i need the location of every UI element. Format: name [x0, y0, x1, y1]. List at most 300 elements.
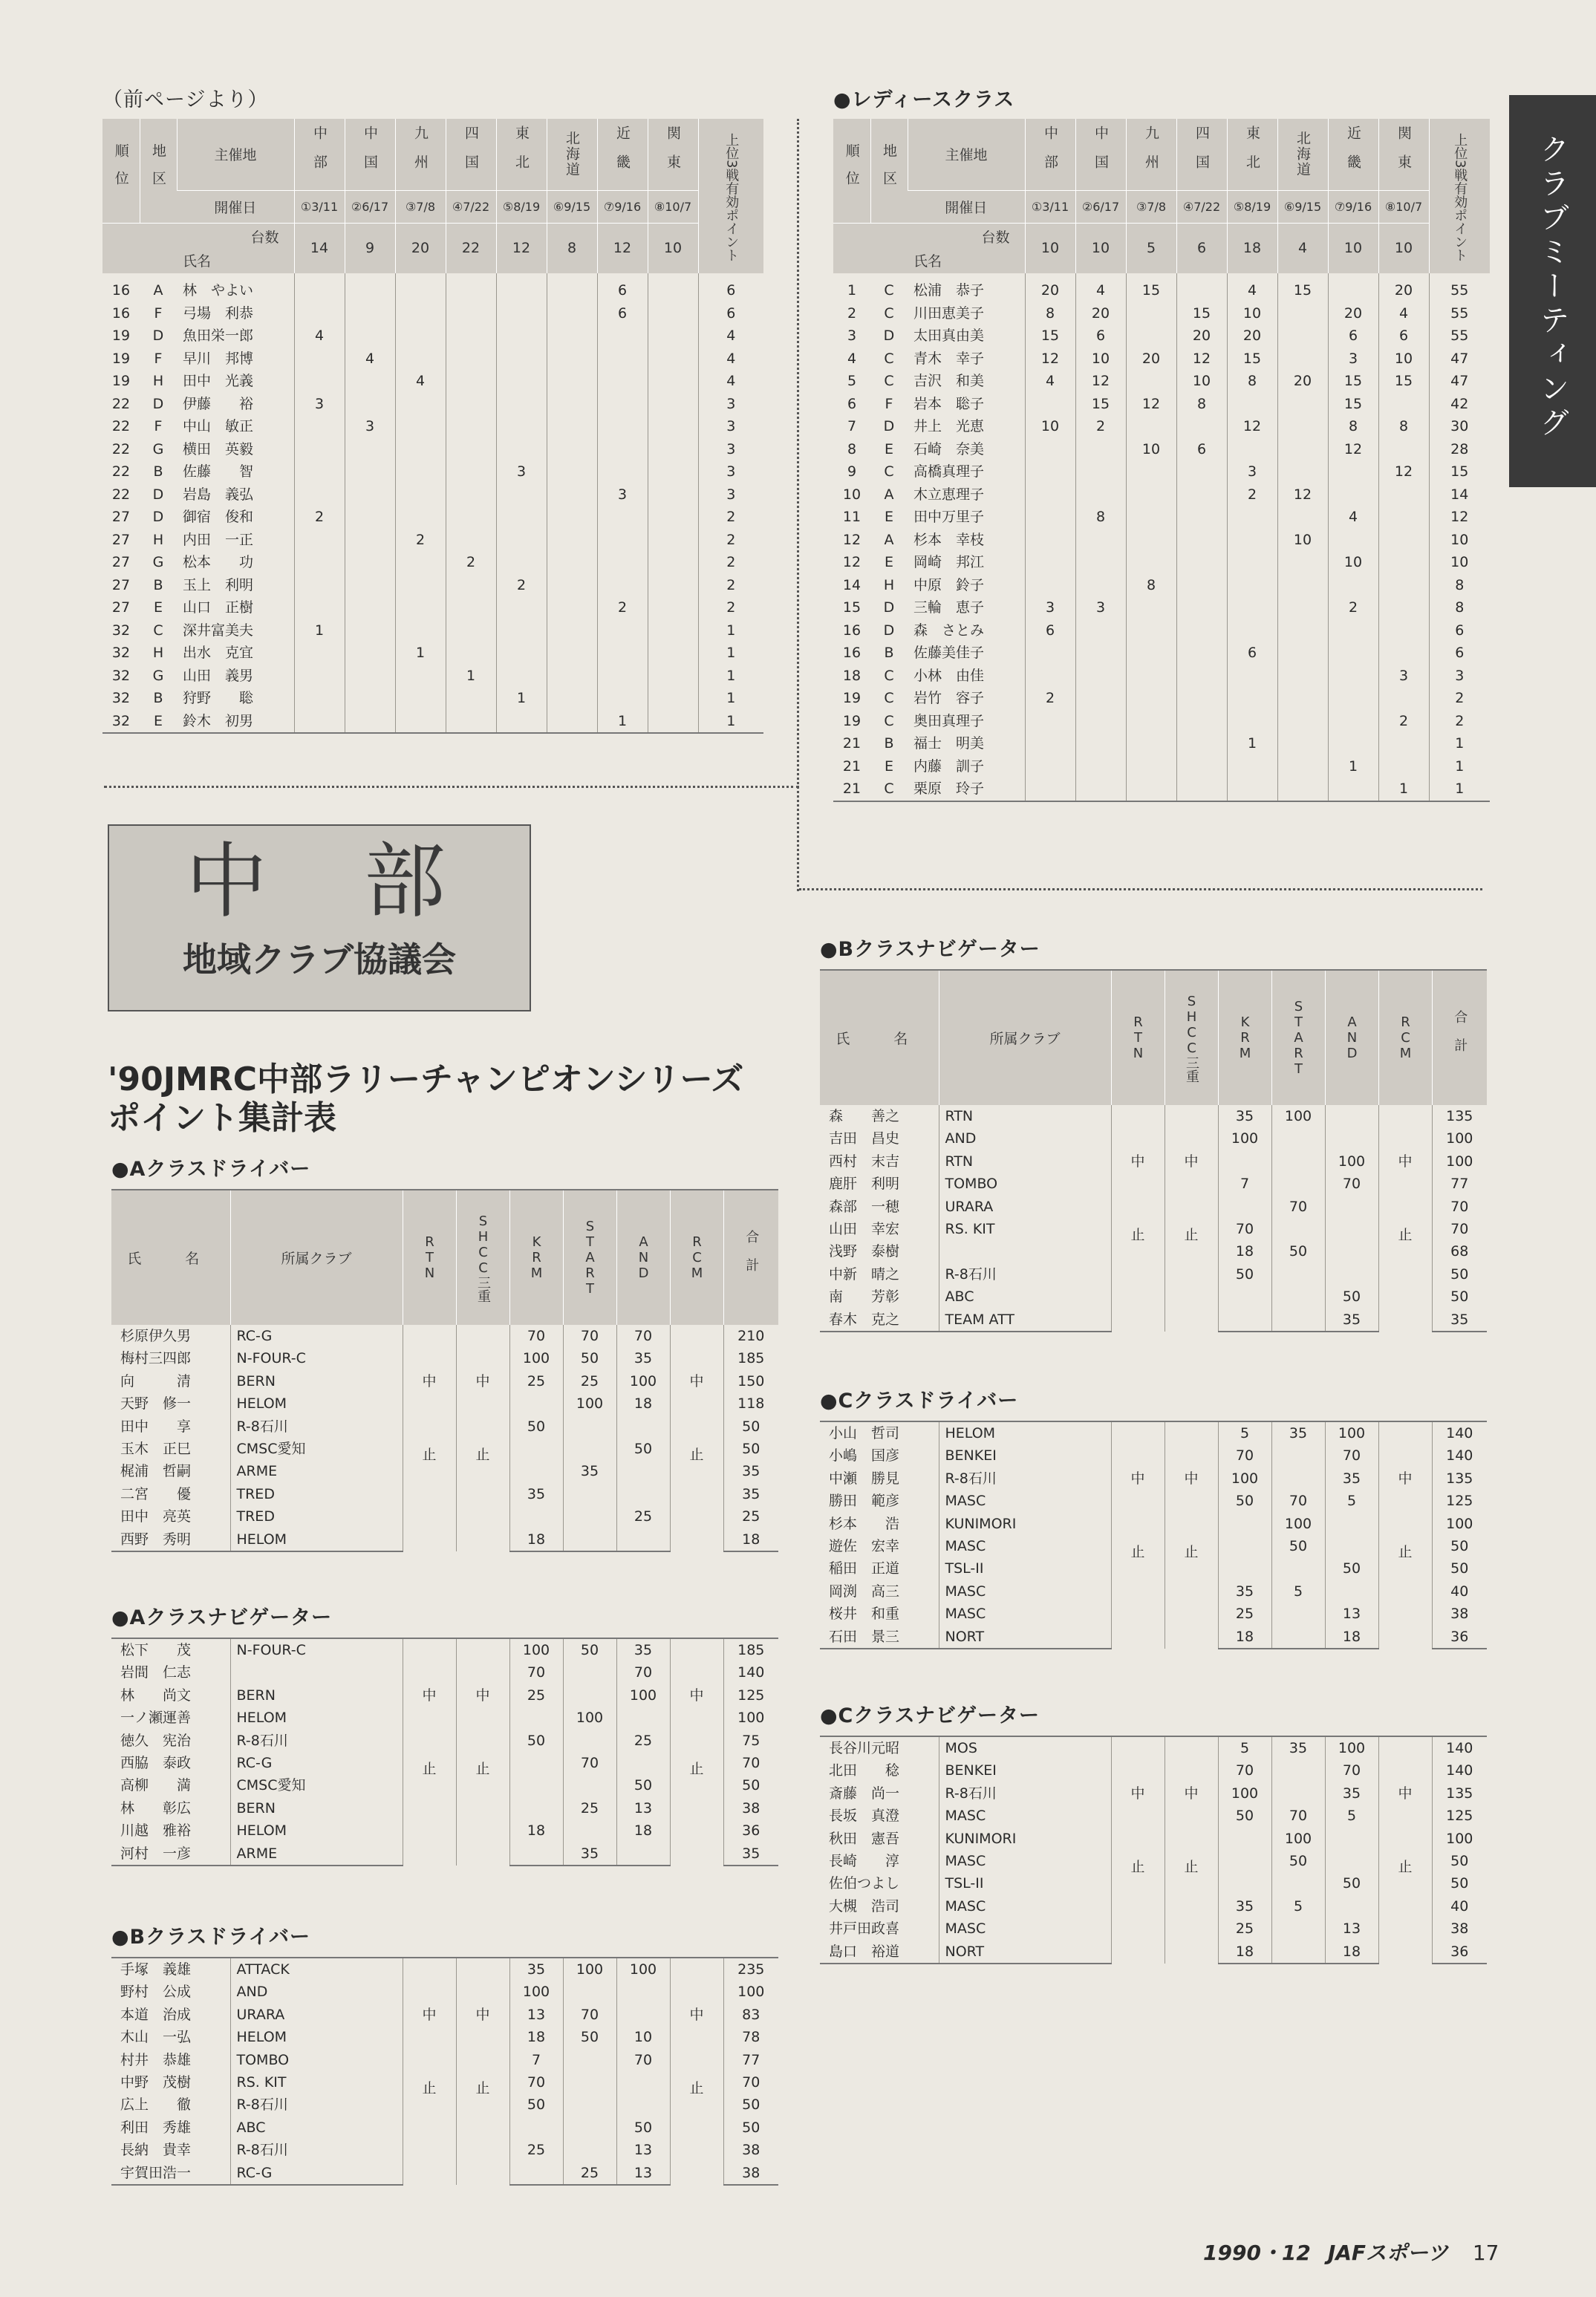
- points-cell: 70: [1325, 1759, 1378, 1782]
- points-cell: [1176, 732, 1227, 755]
- rank-cell: 7: [847, 418, 857, 434]
- points-cell: [509, 1707, 563, 1729]
- cars-header: 台数: [981, 229, 1010, 246]
- club-cell: TRED: [230, 1483, 403, 1505]
- area-cell: C: [884, 667, 894, 684]
- total-header: 合計: [743, 1229, 760, 1286]
- table-row: [102, 665, 763, 688]
- cancelled-top: 中: [422, 2006, 437, 2023]
- points-cell: 13: [616, 1797, 670, 1819]
- total-cell: 2: [698, 596, 763, 619]
- b-driver-title: ●Bクラスドライバー: [111, 1926, 310, 1949]
- name-cell: 桜井 和重: [829, 1606, 900, 1623]
- points-cell: [1176, 415, 1227, 438]
- name-cell: 内田 一正: [183, 531, 254, 548]
- points-cell: 6: [1328, 325, 1378, 348]
- rank-cell: 16: [842, 645, 861, 661]
- points-cell: 35: [1218, 1105, 1271, 1127]
- date-header: 開催日: [908, 190, 1025, 223]
- table-row: [102, 325, 763, 348]
- cancelled-bottom: 止: [689, 1447, 704, 1464]
- table-row: [833, 619, 1490, 642]
- points-cell: [616, 1752, 670, 1774]
- series-title-line1: '90JMRC中部ラリーチャンピオンシリーズ: [108, 1060, 744, 1098]
- points-cell: 5: [1218, 1421, 1271, 1444]
- name-cell: 栗原 玲子: [908, 778, 1025, 801]
- name-cell: 林 やよい: [183, 282, 254, 299]
- club-cell: MASC: [939, 1603, 1111, 1625]
- points-cell: [1126, 665, 1176, 688]
- name-cell: 森部 一穂: [829, 1198, 900, 1215]
- table-row: [833, 370, 1490, 393]
- points-cell: 15: [1176, 302, 1227, 325]
- points-cell: 15: [1277, 273, 1328, 302]
- points-cell: [345, 506, 395, 529]
- name-cell: 本道 治成: [120, 2006, 192, 2023]
- points-cell: 3: [345, 415, 395, 438]
- club-cell: R-8石川: [939, 1782, 1111, 1805]
- area-cell: C: [884, 373, 894, 389]
- rank-cell: 22: [111, 440, 131, 457]
- cancelled-cell: [1165, 1105, 1218, 1332]
- event-header: KRM: [529, 1234, 544, 1281]
- cancelled-top: 中: [689, 1687, 704, 1704]
- points-cell: [648, 551, 698, 574]
- rank-cell: 27: [111, 509, 131, 525]
- cancelled-cell: [1378, 1736, 1432, 1964]
- name-cell: 田中 享: [120, 1418, 192, 1435]
- table-row: [820, 1421, 1487, 1444]
- points-cell: [395, 619, 446, 642]
- points-cell: [1025, 483, 1075, 506]
- name-cell: 奥田真理子: [913, 712, 985, 729]
- rank-cell: 21: [842, 757, 861, 775]
- points-cell: [1176, 551, 1227, 574]
- divider-horizontal-left: [104, 786, 799, 788]
- total-cell: 38: [723, 2139, 778, 2161]
- points-cell: [1277, 642, 1328, 665]
- total-cell: 70: [723, 2071, 778, 2094]
- points-cell: 2: [1378, 710, 1429, 733]
- points-cell: 50: [509, 1415, 563, 1438]
- total-cell: 6: [698, 302, 763, 325]
- area-cell: A: [153, 282, 163, 299]
- points-cell: [563, 2049, 616, 2071]
- name-cell: 岩竹 容子: [913, 690, 985, 706]
- club-cell: CMSC愛知: [230, 1774, 403, 1796]
- rank-cell: 22: [111, 463, 131, 480]
- points-cell: 25: [509, 2139, 563, 2161]
- name-cell: 岡渕 高三: [829, 1583, 900, 1600]
- total-cell: 2: [698, 551, 763, 574]
- points-cell: [1075, 619, 1126, 642]
- cancelled-bottom: 止: [1398, 1859, 1413, 1876]
- points-cell: [597, 370, 648, 393]
- points-cell: [345, 273, 395, 302]
- points-cell: [1126, 529, 1176, 552]
- cancelled-bottom: 止: [1130, 1227, 1145, 1244]
- banner-sub-text: 地域クラブ協議会: [183, 939, 456, 980]
- date-cell: ②6/17: [1075, 190, 1126, 223]
- table-row: [102, 302, 763, 325]
- name-header: 氏 名: [127, 1251, 215, 1267]
- count-cell: 20: [395, 223, 446, 273]
- cancelled-bottom: 止: [1398, 1544, 1413, 1561]
- points-cell: [1025, 506, 1075, 529]
- points-cell: [345, 596, 395, 619]
- name-cell: 斎藤 尚一: [829, 1785, 900, 1802]
- area-cell: F: [154, 418, 163, 434]
- points-cell: [648, 687, 698, 710]
- total-cell: 4: [698, 325, 763, 348]
- points-cell: [1075, 438, 1126, 461]
- date-cell: ⑥9/15: [1277, 190, 1328, 223]
- points-cell: [395, 506, 446, 529]
- name-header: 氏名: [183, 253, 212, 270]
- points-cell: 6: [1227, 642, 1277, 665]
- points-cell: 100: [509, 1981, 563, 2003]
- rank-cell: 32: [111, 645, 131, 661]
- points-cell: [496, 506, 547, 529]
- points-cell: [1227, 551, 1277, 574]
- points-cell: [294, 710, 345, 734]
- total-cell: 2: [698, 506, 763, 529]
- area-cell: A: [884, 531, 894, 548]
- points-cell: 10: [616, 2026, 670, 2048]
- points-cell: [1176, 273, 1227, 302]
- name-cell: 吉田 昌史: [829, 1130, 900, 1147]
- total-cell: 75: [723, 1730, 778, 1752]
- points-cell: [1325, 1513, 1378, 1535]
- points-cell: [563, 2139, 616, 2161]
- total-cell: 140: [1432, 1759, 1487, 1782]
- name-cell: 木立恵理子: [913, 486, 985, 503]
- area-cell: G: [152, 667, 164, 684]
- previous-ranking-table: [102, 119, 763, 734]
- points-cell: [395, 596, 446, 619]
- points-cell: [1325, 1850, 1378, 1872]
- rank-cell: 32: [111, 690, 131, 706]
- name-cell: 横田 英毅: [183, 440, 254, 457]
- total-cell: 6: [1429, 619, 1490, 642]
- points-cell: [648, 506, 698, 529]
- club-cell: HELOM: [230, 1528, 403, 1551]
- points-cell: [1378, 619, 1429, 642]
- points-cell: [597, 415, 648, 438]
- region-header: 中部: [294, 119, 345, 190]
- name-cell: 鈴木 初男: [177, 710, 294, 734]
- cancelled-bottom: 止: [1130, 1859, 1145, 1876]
- points-cell: 70: [1271, 1490, 1325, 1512]
- points-cell: 2: [446, 551, 496, 574]
- ladies-ranking-table: [833, 119, 1490, 802]
- points-cell: 5: [1325, 1490, 1378, 1512]
- points-cell: 1: [496, 687, 547, 710]
- area-cell: G: [152, 440, 164, 457]
- points-cell: [1227, 755, 1277, 778]
- points-cell: [1325, 1828, 1378, 1850]
- date-header: 開催日: [177, 190, 294, 223]
- b-navi-title: ●Bクラスナビゲーター: [820, 938, 1040, 961]
- total-cell: 83: [723, 2004, 778, 2026]
- points-cell: 3: [496, 460, 547, 483]
- points-cell: [1025, 642, 1075, 665]
- club-cell: TOMBO: [230, 2049, 403, 2071]
- points-cell: 35: [1271, 1736, 1325, 1759]
- club-cell: BERN: [230, 1797, 403, 1819]
- club-cell: HELOM: [230, 1392, 403, 1415]
- total-cell: 1: [698, 665, 763, 688]
- total-cell: 18: [723, 1528, 778, 1551]
- cancelled-top: 中: [1130, 1785, 1145, 1802]
- rank-cell: 19: [111, 328, 131, 344]
- club-cell: BENKEI: [939, 1759, 1111, 1782]
- club-cell: RS. KIT: [939, 1218, 1111, 1240]
- name-cell: 梶浦 哲嗣: [120, 1463, 192, 1480]
- cancelled-bottom: 止: [422, 1447, 437, 1464]
- points-cell: [1227, 393, 1277, 416]
- total-cell: 135: [1432, 1467, 1487, 1490]
- points-cell: [446, 438, 496, 461]
- area-cell: D: [883, 599, 895, 616]
- cancelled-cell: [1111, 1736, 1165, 1964]
- total-cell: 36: [723, 1819, 778, 1842]
- total-cell: 8: [1429, 596, 1490, 619]
- c-driver-section: [820, 1384, 1487, 1649]
- points-cell: 1: [1328, 755, 1378, 778]
- name-cell: 岩間 仁志: [120, 1664, 192, 1681]
- points-cell: [547, 393, 597, 416]
- club-cell: ABC: [939, 1286, 1111, 1308]
- table-row: [111, 1638, 778, 1661]
- banner-big-text: 中 部: [186, 834, 453, 929]
- count-cell: 10: [1328, 223, 1378, 273]
- points-cell: 50: [509, 1730, 563, 1752]
- count-cell: 22: [446, 223, 496, 273]
- rank-cell: 15: [842, 599, 861, 616]
- table-row: [102, 370, 763, 393]
- club-cell: NORT: [939, 1941, 1111, 1964]
- table-row: [820, 1736, 1487, 1759]
- points-cell: 10: [1075, 348, 1126, 371]
- points-cell: [597, 551, 648, 574]
- rank-cell: 4: [847, 350, 857, 367]
- total-cell: 100: [1432, 1513, 1487, 1535]
- area-cell: H: [883, 576, 895, 593]
- name-cell: 高橋真理子: [913, 463, 985, 480]
- points-cell: [1126, 732, 1176, 755]
- area-cell: D: [152, 328, 164, 344]
- points-cell: 3: [1227, 460, 1277, 483]
- points-cell: [395, 415, 446, 438]
- total-cell: 55: [1429, 273, 1490, 302]
- total-cell: 100: [1432, 1150, 1487, 1173]
- area-cell: C: [884, 463, 894, 480]
- table-row: [833, 460, 1490, 483]
- points-cell: [1227, 596, 1277, 619]
- points-cell: 5: [1218, 1736, 1271, 1759]
- points-cell: [1277, 325, 1328, 348]
- club-cell: URARA: [230, 2004, 403, 2026]
- area-cell: B: [884, 645, 894, 661]
- points-cell: [345, 438, 395, 461]
- total-cell: 4: [698, 348, 763, 371]
- points-cell: 8: [1227, 370, 1277, 393]
- points-cell: [1176, 483, 1227, 506]
- points-cell: [1328, 778, 1378, 801]
- points-cell: [1075, 732, 1126, 755]
- area-cell: D: [152, 509, 164, 525]
- points-cell: 8: [1025, 302, 1075, 325]
- club-cell: N-FOUR-C: [230, 1638, 403, 1661]
- count-cell: 8: [547, 223, 597, 273]
- name-cell: 天野 修一: [120, 1395, 192, 1413]
- points-cell: [1227, 778, 1277, 801]
- total-cell: 8: [1429, 574, 1490, 597]
- points-cell: [1325, 1105, 1378, 1127]
- points-cell: [1218, 1828, 1271, 1850]
- cancelled-top: 中: [689, 2006, 704, 2023]
- name-cell: 三輪 恵子: [913, 599, 985, 616]
- total-cell: 50: [723, 1774, 778, 1796]
- name-cell: 中原 鈴子: [913, 576, 985, 593]
- points-cell: [395, 438, 446, 461]
- name-cell: 玉木 正巳: [120, 1441, 192, 1458]
- table-row: [102, 438, 763, 461]
- area-cell: E: [140, 710, 177, 734]
- points-cell: [1378, 642, 1429, 665]
- name-cell: 中野 茂樹: [120, 2074, 192, 2091]
- count-cell: 10: [648, 223, 698, 273]
- a-navi-section: [111, 1601, 778, 1866]
- rank-cell: 18: [842, 667, 861, 684]
- points-cell: [395, 710, 446, 734]
- points-cell: [547, 619, 597, 642]
- points-cell: 1: [597, 710, 648, 734]
- points-cell: 100: [509, 1638, 563, 1661]
- points-cell: 50: [1218, 1805, 1271, 1827]
- points-cell: 7: [509, 2049, 563, 2071]
- club-cell: MASC: [939, 1535, 1111, 1557]
- total-cell: 38: [1432, 1918, 1487, 1940]
- points-cell: [1277, 302, 1328, 325]
- cancelled-cell: [403, 1958, 456, 2185]
- points-cell: [345, 619, 395, 642]
- event-header: AND: [1344, 1014, 1360, 1061]
- points-cell: [1025, 460, 1075, 483]
- total-cell: 50: [723, 1438, 778, 1460]
- total-cell: 140: [1432, 1444, 1487, 1467]
- points-cell: 18: [1325, 1626, 1378, 1649]
- points-cell: 3: [1328, 348, 1378, 371]
- points-cell: [446, 710, 496, 734]
- cancelled-top: 中: [1184, 1153, 1199, 1170]
- points-cell: 13: [509, 2004, 563, 2026]
- table-row: [820, 1105, 1487, 1127]
- name-cell: 深井富美夫: [183, 622, 254, 639]
- points-cell: [1218, 1309, 1271, 1332]
- total-cell: 4: [698, 370, 763, 393]
- points-cell: [345, 665, 395, 688]
- name-cell: 石田 景三: [820, 1626, 939, 1649]
- cancelled-bottom: 止: [1184, 1544, 1199, 1561]
- region-header: 中部: [1025, 119, 1075, 190]
- points-cell: 8: [1176, 393, 1227, 416]
- points-cell: [563, 1774, 616, 1796]
- total-cell: 50: [723, 2117, 778, 2139]
- cancelled-top: 中: [475, 1687, 490, 1704]
- points-cell: [1328, 273, 1378, 302]
- points-cell: [446, 483, 496, 506]
- points-cell: [1176, 687, 1227, 710]
- points-cell: [294, 551, 345, 574]
- total-cell: 50: [723, 2094, 778, 2116]
- points-cell: [1176, 778, 1227, 801]
- total-cell: 70: [1432, 1218, 1487, 1240]
- count-cell: 12: [496, 223, 547, 273]
- points-cell: [1271, 1872, 1325, 1894]
- points-cell: 35: [1271, 1421, 1325, 1444]
- points-cell: [345, 687, 395, 710]
- cancelled-cell: [1165, 1421, 1218, 1649]
- table-row: [833, 348, 1490, 371]
- name-cell: 石崎 奈美: [913, 440, 985, 457]
- points-cell: 3: [1378, 665, 1429, 688]
- area-cell: B: [153, 463, 163, 480]
- points-cell: [563, 2117, 616, 2139]
- total-cell: 140: [1432, 1736, 1487, 1759]
- points-cell: 20: [1378, 273, 1429, 302]
- name-cell: 勝田 範彦: [829, 1493, 900, 1510]
- points-cell: 70: [563, 1325, 616, 1347]
- points-cell: [294, 438, 345, 461]
- table-row: [833, 325, 1490, 348]
- points-cell: 8: [1075, 506, 1126, 529]
- points-cell: 18: [1218, 1626, 1271, 1649]
- points-cell: [648, 393, 698, 416]
- points-cell: [597, 665, 648, 688]
- cancelled-cell: [670, 1325, 723, 1551]
- name-cell: 山田 義男: [183, 667, 254, 684]
- points-cell: [446, 302, 496, 325]
- total-cell: 100: [1432, 1828, 1487, 1850]
- points-cell: [509, 2117, 563, 2139]
- total-cell: 1: [698, 710, 763, 734]
- points-cell: [1277, 619, 1328, 642]
- name-cell: 山田 幸宏: [829, 1221, 900, 1238]
- rank-cell: 16: [111, 282, 131, 299]
- cancelled-top: 中: [1184, 1785, 1199, 1802]
- name-cell: 魚田栄一郎: [183, 328, 254, 344]
- points-cell: [1277, 574, 1328, 597]
- points-cell: 6: [597, 302, 648, 325]
- table-row: [102, 574, 763, 597]
- total-cell: 1: [698, 687, 763, 710]
- name-cell: 宇賀田浩一: [111, 2162, 230, 2185]
- cancelled-cell: [1378, 1105, 1432, 1332]
- rank-cell: 32: [111, 622, 131, 639]
- points-cell: [446, 642, 496, 665]
- name-cell: 杉本 幸枝: [913, 531, 985, 548]
- club-cell: MASC: [939, 1580, 1111, 1603]
- total-cell: 118: [723, 1392, 778, 1415]
- total-cell: 78: [723, 2026, 778, 2048]
- name-cell: 秋田 憲吾: [829, 1830, 900, 1847]
- points-cell: [547, 529, 597, 552]
- name-cell: 岡崎 邦江: [913, 554, 985, 570]
- points-cell: [1271, 1782, 1325, 1805]
- points-cell: [1277, 348, 1328, 371]
